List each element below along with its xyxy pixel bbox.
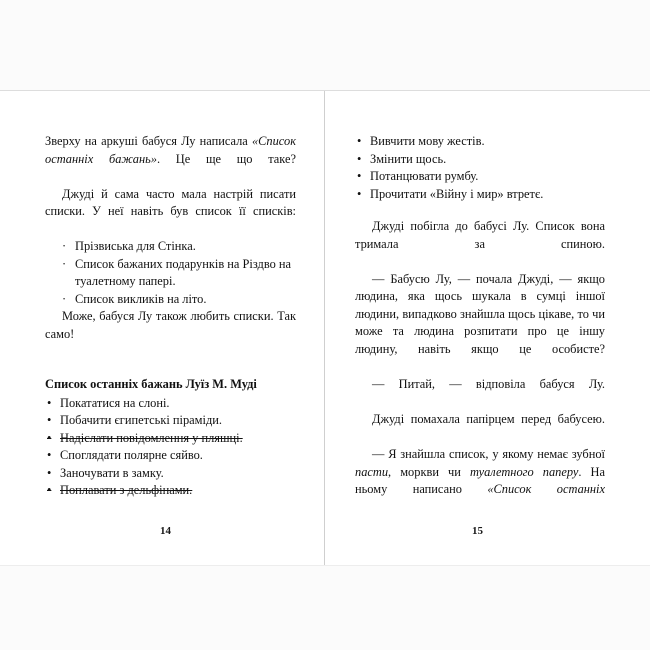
bullet-marker: • <box>357 134 362 148</box>
page-right-textblock <box>355 133 605 516</box>
page-right <box>325 91 650 565</box>
paragraph-opening <box>45 133 296 186</box>
wish-list-item <box>355 151 605 169</box>
paragraph-opening-part1: Зверху на аркуші бабуся Лу написала <box>45 134 252 148</box>
list-item-label: Список бажаних подарунків на Різдво на туалетному папері. <box>75 256 292 289</box>
list-item-label: Список викликів на літо. <box>75 291 207 306</box>
bullet-marker: • <box>47 413 52 428</box>
found-list-comma: , <box>388 464 401 479</box>
wish-list-item-struck <box>45 430 296 448</box>
found-list-part1: — Я знайшла список, у якому немає <box>372 447 572 462</box>
paragraph-judy-waved: Джуді помахала папірцем перед бабусею. <box>372 412 605 427</box>
wish-list-item-label: Прочитати «Війну і мир» втретє. <box>370 186 544 201</box>
list-item <box>45 238 296 256</box>
bullet-marker: • <box>357 186 362 201</box>
paragraph-judy-ran: Джуді побігла до бабусі Лу. Список вона тримала за спиною. <box>355 219 605 251</box>
wish-list-item-struck <box>45 482 296 500</box>
paragraph-judy-lists: Джуді й сама часто мала настрій писати списки. У неї навіть був список її списків: <box>45 186 296 219</box>
middot-marker: · <box>62 291 67 306</box>
inner-list <box>45 238 296 308</box>
paragraph-judy-question: — Бабусю Лу, — почала Джуді, — якщо людина, яка щось шукала в сумці іншої людини, випадково знайшла щось цікаве, то чи може та людина розпитати про це іншу людину, навіть якщо це особисте? <box>355 271 605 357</box>
paragraph-opening-part2: . Це ще що таке? <box>156 151 296 166</box>
bullet-marker: • <box>47 465 52 480</box>
found-list-part3: моркви чи <box>400 464 470 479</box>
wish-list-item <box>45 412 296 430</box>
list-item-label: Прізвиська для Стінка. <box>75 239 196 254</box>
wish-list-item-label: Змінити щось. <box>370 151 447 166</box>
page-number-left: 14 <box>160 525 171 537</box>
middot-marker: · <box>62 239 67 254</box>
wish-list-continued <box>355 133 605 203</box>
page-left <box>0 91 325 565</box>
book-spread <box>0 90 650 566</box>
found-list-part2: зубної <box>571 447 605 462</box>
page-left-textblock <box>45 133 296 500</box>
paragraph-maybe-grandma: Може, бабуся Лу також любить списки. Так само! <box>45 309 296 342</box>
page-number-right: 15 <box>472 525 483 537</box>
bullet-marker: • <box>47 483 52 498</box>
list-item <box>45 291 296 309</box>
wish-list-item <box>355 168 605 186</box>
book-title-wish-list-italic: «Список останніх бажань» <box>45 134 296 166</box>
bullet-marker: • <box>357 169 362 184</box>
found-list-italic-toiletpaper: туалетного паперу <box>469 464 579 479</box>
bullet-marker: • <box>357 151 362 166</box>
wish-list-item <box>355 186 605 204</box>
wish-list-item-label: Заночувати в замку. <box>60 465 164 480</box>
list-item <box>45 256 296 291</box>
wish-list-item <box>45 447 296 465</box>
wish-list-item-label: Потанцювати румбу. <box>370 169 479 184</box>
bullet-marker: • <box>47 395 52 410</box>
wish-list-item <box>45 465 296 483</box>
paragraph-ask-reply: — Питай, — відповіла бабуся Лу. <box>372 377 605 392</box>
wish-list-item-label: Надіслати повідомлення у пляшці. <box>60 430 243 445</box>
found-list-italic-paste: пасти <box>355 464 389 479</box>
wish-list-item <box>45 395 296 413</box>
wish-list-heading: Список останніх бажань Луїз М. Муді <box>45 377 257 392</box>
wish-list-item-label: Поплавати з дельфінами. <box>60 483 193 498</box>
middot-marker: · <box>62 256 67 271</box>
paragraph-found-list <box>355 446 605 516</box>
bullet-marker: • <box>47 448 52 463</box>
wish-list-item <box>355 133 605 151</box>
wish-list-item-label: Побачити єгипетські піраміди. <box>60 413 222 428</box>
found-list-italic-title: «Список останніх <box>487 482 606 497</box>
bullet-marker: • <box>47 430 52 445</box>
wish-list-item-label: Споглядати полярне сяйво. <box>60 448 203 463</box>
wish-list-item-label: Покататися на слоні. <box>60 395 170 410</box>
found-list-part4: . На ньому написано <box>355 464 605 497</box>
wish-list-item-label: Вивчити мову жестів. <box>370 134 485 148</box>
wish-list <box>45 395 296 500</box>
